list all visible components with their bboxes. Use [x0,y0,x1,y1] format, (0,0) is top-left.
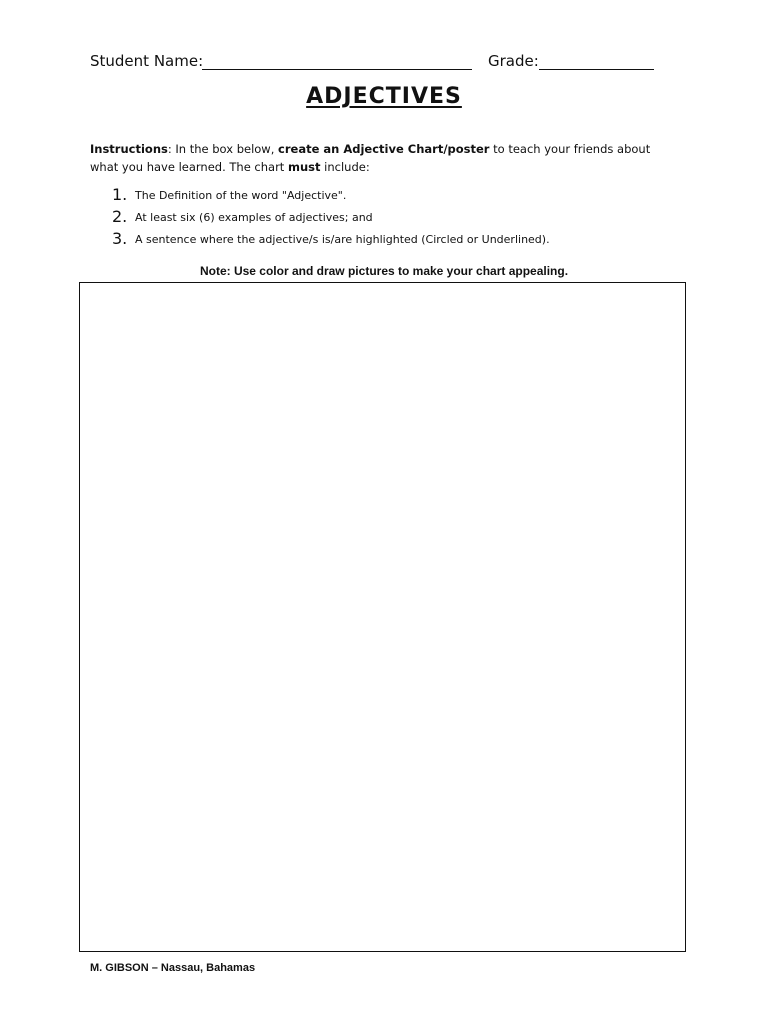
instructions-text-3: include: [320,160,370,174]
student-name-blank-line[interactable] [202,69,472,70]
list-item-text: The Definition of the word "Adjective". [135,189,347,202]
list-item-text: A sentence where the adjective/s is/are highlighted (Circled or Underlined). [135,233,550,246]
chart-drawing-box[interactable] [79,282,686,952]
grade-blank-line[interactable] [539,69,654,70]
worksheet-title: ADJECTIVES [306,84,462,109]
instructions-text-1: : In the box below, [167,142,279,156]
student-name-label: Student Name: [90,52,204,70]
header-row [90,52,660,74]
list-item [112,231,652,253]
list-item-number: 2. [112,207,128,226]
footer-author: M. GIBSON – Nassau, Bahamas [90,962,256,974]
instructions-paragraph [90,140,660,176]
instructions-lead: Instructions [90,142,168,156]
list-item-text: At least six (6) examples of adjectives; and [135,211,373,224]
list-item-number: 3. [112,229,128,248]
instructions-bold-2: must [287,160,321,174]
requirements-list [112,187,652,253]
list-item [112,187,652,209]
instructions-bold-1: create an Adjective Chart/poster [278,142,490,156]
instructions-text-2: to teach your friends about what you have learned. The chart [90,142,651,174]
grade-label: Grade: [488,52,539,70]
list-item [112,209,652,231]
note-text: Note: Use color and draw pictures to make your chart appealing. [199,264,569,278]
list-item-number: 1. [112,185,128,204]
